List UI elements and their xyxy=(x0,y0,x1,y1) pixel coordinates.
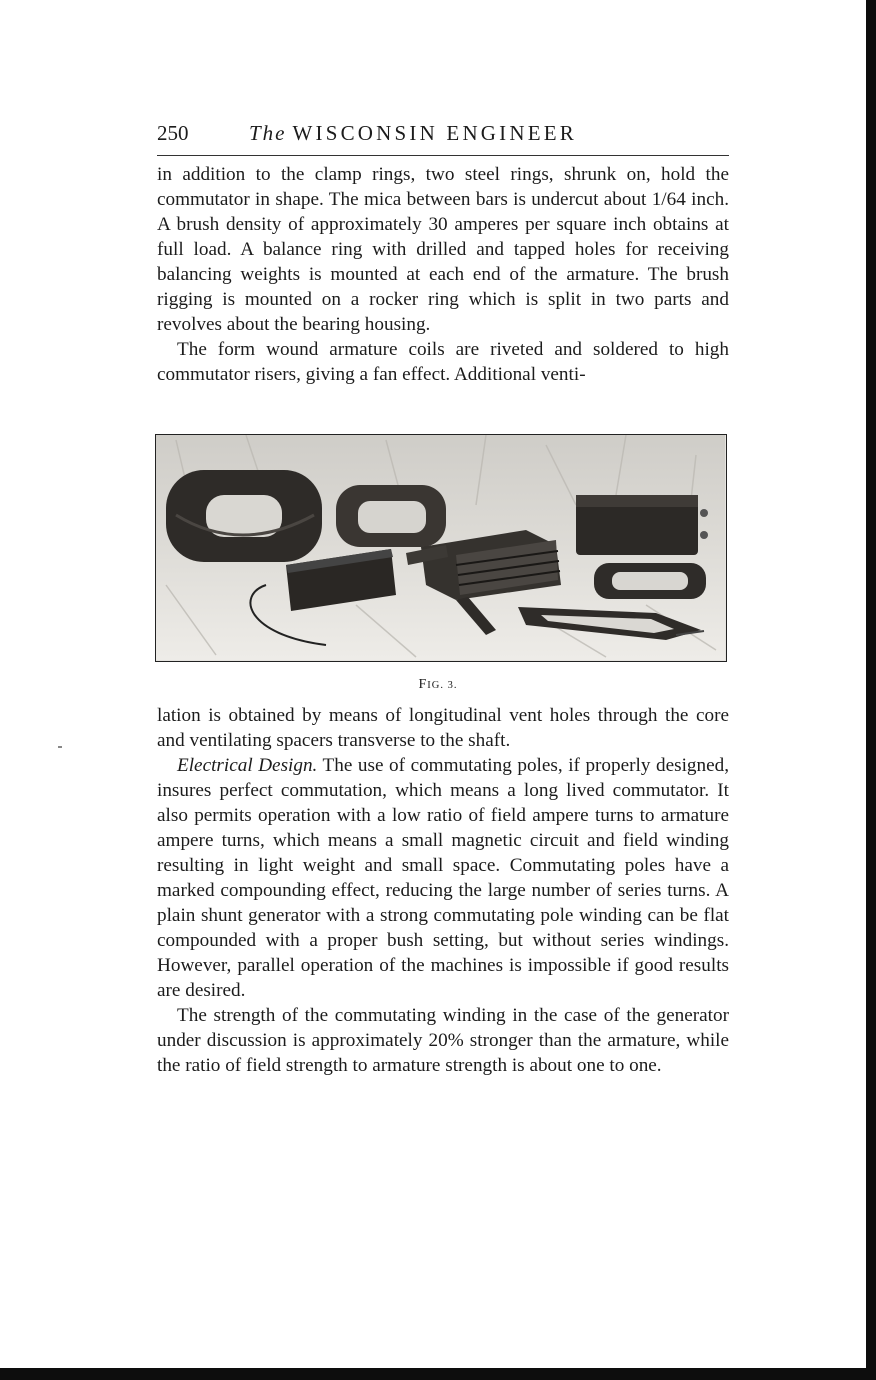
small-oval-coil xyxy=(594,563,706,599)
small-field-coil xyxy=(336,485,446,547)
paragraph-armature-coils: The form wound armature coils are riveted and soldered to high commutator risers, giving a fan effect. Additional venti- xyxy=(157,339,729,385)
interpole-block xyxy=(576,495,708,555)
figure-caption xyxy=(0,677,876,693)
scan-edge-bottom xyxy=(0,1368,876,1380)
large-field-coil xyxy=(166,470,322,562)
caption-rest: IG. 3. xyxy=(427,680,458,691)
electrical-design-body: The use of commutating poles, if properly designed, insures perfect commutation, which means a long lived commutator. It also permits operation with a low ratio of field ampere turns to armature ampere turns, which means a small magnetic circuit and field winding resulting in light weight and small space. Commutating poles have a marked compounding effect, reducing the large number of series turns. A plain shunt generator with a strong commutating pole winding can be flat compounded with a proper bush setting, but without series windings. However, parallel operation of the machines is impossible if good results are desired. xyxy=(157,755,729,1001)
journal-title xyxy=(249,121,577,146)
journal-title-main: WISCONSIN ENGINEER xyxy=(292,121,577,145)
paragraph-continued: in addition to the clamp rings, two steel rings, shrunk on, hold the commutator in shape. The mica between bars is undercut about 1/64 inch. A brush density of approximately 30 amperes per square inch obtains at full load. A balance ring with drilled and tapped holes for receiving balancing weights is mounted at each end of the armature. The brush rigging is mounted on a rocker ring which is split in two parts and revolves about the bearing housing. xyxy=(157,164,729,335)
text-block-bottom xyxy=(157,703,729,1078)
paragraph-commutating-winding: The strength of the commutating winding in the case of the generator under discussion is approximately 20% stronger than the armature, while the ratio of field strength to armature strength is about one to one. xyxy=(157,1005,729,1076)
paragraph-ventilation: lation is obtained by means of longitudinal vent holes through the core and ventilating spacers transverse to the shaft. xyxy=(157,705,729,751)
coils-photograph xyxy=(156,435,725,660)
running-header xyxy=(157,118,729,148)
paragraph-electrical-design xyxy=(157,753,729,1003)
figure-3-photo xyxy=(155,434,727,662)
page-number: 250 xyxy=(157,121,189,145)
text-block-top xyxy=(157,162,729,387)
header-rule xyxy=(157,155,729,156)
scan-speck xyxy=(58,746,62,748)
caption-initial: F xyxy=(418,677,428,692)
journal-title-prefix: The xyxy=(249,121,287,145)
section-heading-electrical-design: Electrical Design. xyxy=(177,755,318,776)
